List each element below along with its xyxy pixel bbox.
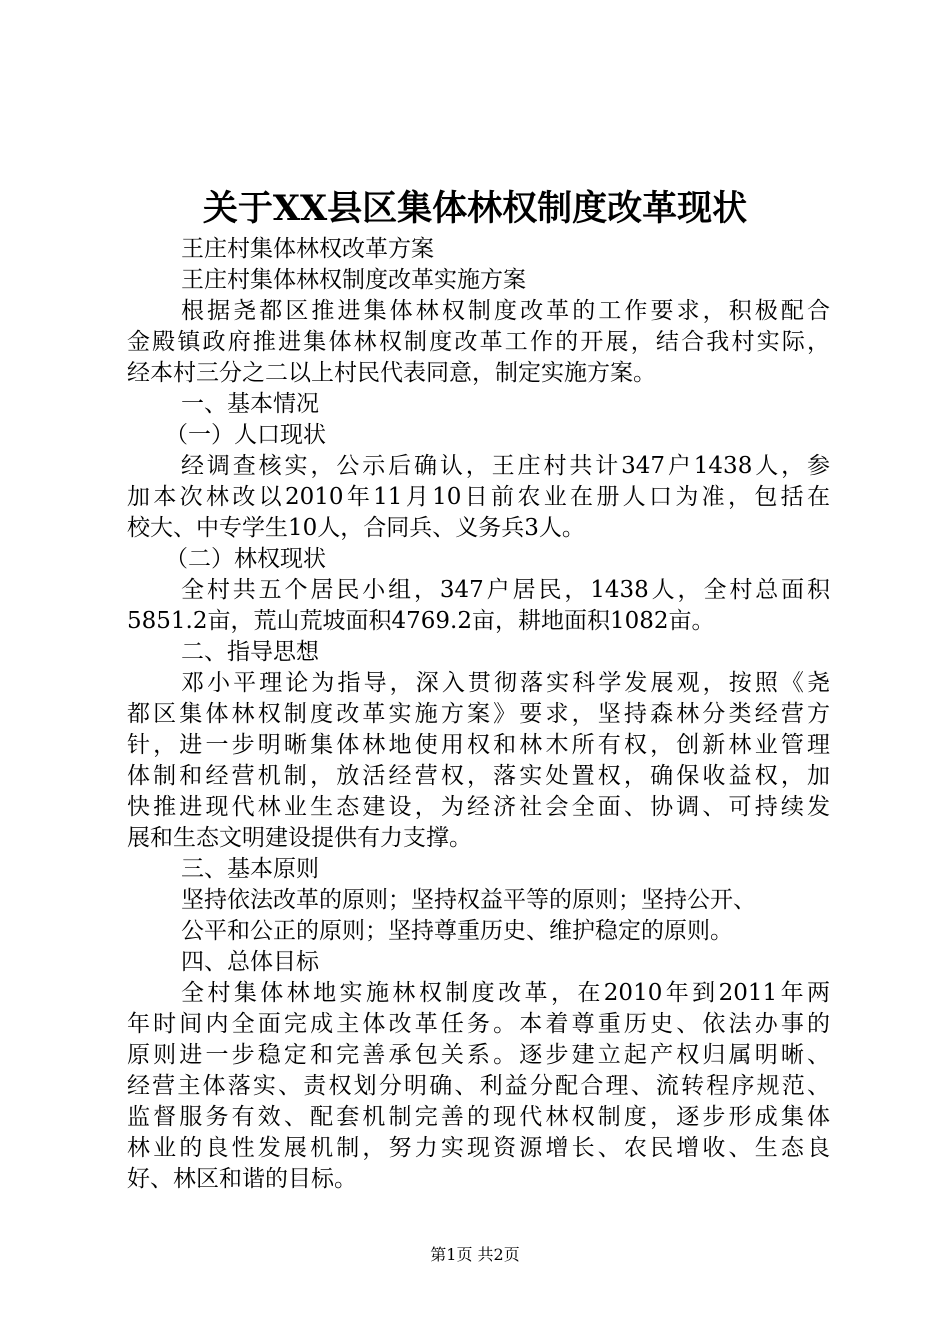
text-line: 好、林区和谐的目标。 bbox=[127, 1166, 357, 1192]
text-line: 展和生态文明建设提供有力支撑。 bbox=[127, 825, 472, 851]
section-heading: 一、基本情况 bbox=[181, 391, 319, 417]
text-line: 全村共五个居民小组，347户居民，1438人，全村总面积 bbox=[181, 577, 830, 603]
document-title: 关于XX县区集体林权制度改革现状 bbox=[202, 188, 748, 229]
text-line: 针，进一步明晰集体林地使用权和林木所有权，创新林业管理 bbox=[127, 732, 830, 758]
text-line: 监督服务有效、配套机制完善的现代林权制度，逐步形成集体 bbox=[127, 1104, 830, 1130]
text-line: 王庄村集体林权改革方案 bbox=[181, 236, 434, 262]
text-line: 加本次林改以2010年11月10日前农业在册人口为准，包括在 bbox=[127, 484, 830, 510]
text-line: 邓小平理论为指导，深入贯彻落实科学发展观，按照《尧 bbox=[181, 670, 830, 696]
text-line: 金殿镇政府推进集体林权制度改革工作的开展，结合我村实际， bbox=[127, 329, 830, 355]
text-line: 5851.2亩，荒山荒坡面积4769.2亩，耕地面积1082亩。 bbox=[127, 608, 715, 634]
text-line: 经本村三分之二以上村民代表同意，制定实施方案。 bbox=[127, 360, 656, 386]
section-heading: 二、指导思想 bbox=[181, 639, 319, 665]
section-heading: 四、总体目标 bbox=[181, 949, 319, 975]
text-line: 年时间内全面完成主体改革任务。本着尊重历史、依法办事的 bbox=[127, 1011, 830, 1037]
page-footer: 第1页 共2页 bbox=[430, 1245, 520, 1264]
text-line: 公平和公正的原则；坚持尊重历史、维护稳定的原则。 bbox=[181, 918, 733, 944]
text-line: 校大、中专学生10人，合同兵、义务兵3人。 bbox=[127, 515, 585, 541]
document-body bbox=[127, 234, 830, 1195]
text-line: 全村集体林地实施林权制度改革，在2010年到2011年两 bbox=[181, 980, 830, 1006]
text-line: 经营主体落实、责权划分明确、利益分配合理、流转程序规范、 bbox=[127, 1073, 830, 1099]
text-line: 原则进一步稳定和完善承包关系。逐步建立起产权归属明晰、 bbox=[127, 1042, 830, 1068]
section-heading: 三、基本原则 bbox=[181, 856, 319, 882]
text-line: 体制和经营机制，放活经营权，落实处置权，确保收益权，加 bbox=[127, 763, 830, 789]
text-line: 林业的良性发展机制，努力实现资源增长、农民增收、生态良 bbox=[127, 1135, 830, 1161]
subsection-heading: （二）林权现状 bbox=[165, 546, 326, 572]
text-line: 经调查核实，公示后确认，王庄村共计347户1438人，参 bbox=[181, 453, 830, 479]
text-line: 根据尧都区推进集体林权制度改革的工作要求，积极配合 bbox=[181, 298, 830, 324]
text-line: 快推进现代林业生态建设，为经济社会全面、协调、可持续发 bbox=[127, 794, 830, 820]
text-line: 坚持依法改革的原则；坚持权益平等的原则；坚持公开、 bbox=[181, 887, 756, 913]
text-line: 王庄村集体林权制度改革实施方案 bbox=[181, 267, 526, 293]
text-line: 都区集体林权制度改革实施方案》要求，坚持森林分类经营方 bbox=[127, 701, 830, 727]
subsection-heading: （一）人口现状 bbox=[165, 422, 326, 448]
